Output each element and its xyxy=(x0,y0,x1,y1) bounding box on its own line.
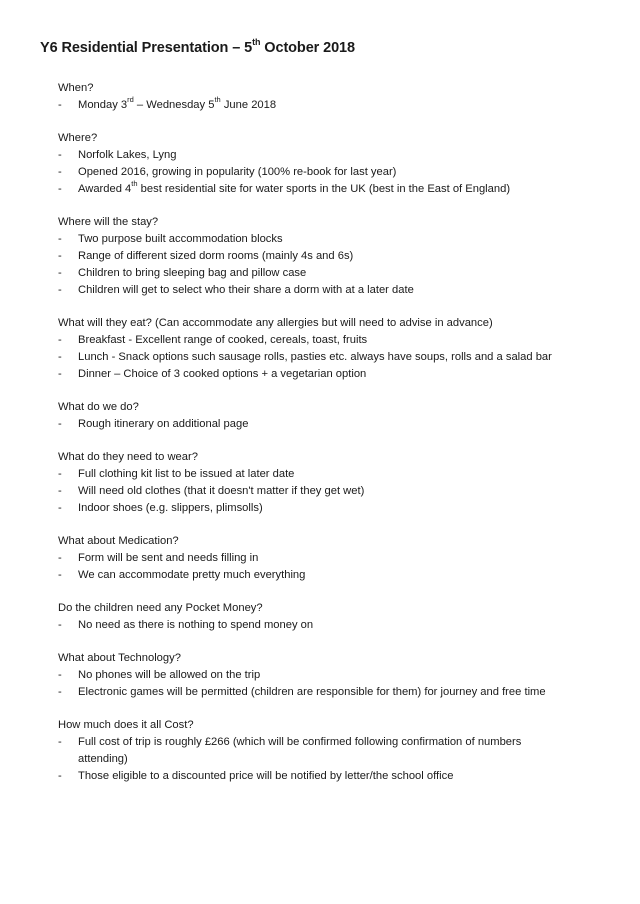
bullet-text: Children to bring sleeping bag and pillow case xyxy=(78,267,307,279)
bullet-item xyxy=(58,734,558,768)
section-heading: Where will the stay? xyxy=(58,216,159,228)
bullet-item xyxy=(58,500,618,517)
section-heading: What will they eat? (Can accommodate any allergies but will need to advise in advance) xyxy=(58,317,493,329)
bullet-text: No phones will be allowed on the trip xyxy=(78,669,261,681)
section xyxy=(58,533,618,584)
bullet-dash: - xyxy=(58,468,62,480)
section xyxy=(58,449,618,517)
section xyxy=(58,130,618,198)
bullet-text: Those eligible to a discounted price will be notified by letter/the school office xyxy=(78,770,454,782)
bullet-item xyxy=(58,768,618,785)
bullet-text: Children will get to select who their share a dorm with at a later date xyxy=(78,284,414,296)
bullet-item xyxy=(58,366,618,383)
bullet-dash: - xyxy=(58,418,62,430)
bullet-dash: - xyxy=(58,250,62,262)
bullet-text: Full cost of trip is roughly £266 (which will be confirmed following confirmation of numbers attending) xyxy=(78,736,522,765)
bullet-text: Breakfast - Excellent range of cooked, cereals, toast, fruits xyxy=(78,334,368,346)
section-heading: What do they need to wear? xyxy=(58,451,198,463)
bullet-item xyxy=(58,97,618,114)
section-heading: Where? xyxy=(58,132,98,144)
bullet-list xyxy=(58,466,618,517)
bullet-text: Monday 3 xyxy=(78,99,128,111)
section xyxy=(58,399,618,433)
bullet-list xyxy=(58,550,618,584)
section-heading: What about Medication? xyxy=(58,535,179,547)
bullet-text: Full clothing kit list to be issued at later date xyxy=(78,468,295,480)
bullet-dash: - xyxy=(58,552,62,564)
document-body xyxy=(58,80,618,801)
bullet-item xyxy=(58,567,618,584)
bullet-dash: - xyxy=(58,736,62,748)
bullet-dash: - xyxy=(58,368,62,380)
bullet-dash: - xyxy=(58,166,62,178)
bullet-text: Awarded 4 xyxy=(78,183,132,195)
bullet-dash: - xyxy=(58,770,62,782)
bullet-text: Rough itinerary on additional page xyxy=(78,418,249,430)
bullet-text: June 2018 xyxy=(220,99,277,111)
superscript-text: th xyxy=(131,179,138,189)
bullet-text: Two purpose built accommodation blocks xyxy=(78,233,283,245)
bullet-dash: - xyxy=(58,569,62,581)
title-superscript: th xyxy=(252,37,261,48)
bullet-dash: - xyxy=(58,351,62,363)
bullet-dash: - xyxy=(58,485,62,497)
bullet-text: Indoor shoes (e.g. slippers, plimsolls) xyxy=(78,502,263,514)
bullet-item xyxy=(58,684,618,701)
bullet-item xyxy=(58,231,618,248)
bullet-text: Range of different sized dorm rooms (mainly 4s and 6s) xyxy=(78,250,354,262)
superscript-text: rd xyxy=(127,95,134,105)
bullet-dash: - xyxy=(58,686,62,698)
bullet-text: Electronic games will be permitted (children are responsible for them) for journey and free time xyxy=(78,686,546,698)
bullet-item xyxy=(58,265,618,282)
bullet-item xyxy=(58,248,618,265)
bullet-item xyxy=(58,617,618,634)
section xyxy=(58,600,618,634)
bullet-dash: - xyxy=(58,149,62,161)
bullet-dash: - xyxy=(58,502,62,514)
section-heading: What do we do? xyxy=(58,401,139,413)
bullet-dash: - xyxy=(58,334,62,346)
document-title xyxy=(40,37,355,56)
bullet-item xyxy=(58,483,618,500)
bullet-text: Opened 2016, growing in popularity (100% re-book for last year) xyxy=(78,166,397,178)
section-heading: How much does it all Cost? xyxy=(58,719,194,731)
bullet-item xyxy=(58,147,618,164)
bullet-text: Lunch - Snack options such sausage rolls, pasties etc. always have soups, rolls and a salad bar xyxy=(78,351,552,363)
bullet-item xyxy=(58,349,618,366)
bullet-item xyxy=(58,164,618,181)
bullet-list xyxy=(58,147,618,198)
bullet-list xyxy=(58,667,618,701)
bullet-dash: - xyxy=(58,284,62,296)
bullet-item xyxy=(58,416,618,433)
bullet-text: Form will be sent and needs filling in xyxy=(78,552,259,564)
bullet-list xyxy=(58,734,618,785)
bullet-dash: - xyxy=(58,669,62,681)
bullet-text: We can accommodate pretty much everything xyxy=(78,569,306,581)
bullet-list xyxy=(58,231,618,299)
bullet-dash: - xyxy=(58,619,62,631)
bullet-text: Dinner – Choice of 3 cooked options + a vegetarian option xyxy=(78,368,367,380)
bullet-text: – Wednesday 5 xyxy=(133,99,215,111)
bullet-text: No need as there is nothing to spend money on xyxy=(78,619,314,631)
section-heading: When? xyxy=(58,82,94,94)
title-prefix: Y6 Residential Presentation – 5 xyxy=(40,40,253,56)
section-heading: What about Technology? xyxy=(58,652,181,664)
bullet-list xyxy=(58,617,618,634)
bullet-item xyxy=(58,181,618,198)
superscript-text: th xyxy=(214,95,221,105)
bullet-list xyxy=(58,416,618,433)
bullet-list xyxy=(58,332,618,383)
section xyxy=(58,80,618,114)
bullet-item xyxy=(58,466,618,483)
title-suffix: October 2018 xyxy=(260,40,355,56)
section xyxy=(58,214,618,299)
section xyxy=(58,315,618,383)
section xyxy=(58,650,618,701)
bullet-item xyxy=(58,550,618,567)
bullet-item xyxy=(58,282,618,299)
bullet-item xyxy=(58,332,618,349)
bullet-dash: - xyxy=(58,233,62,245)
bullet-text: Norfolk Lakes, Lyng xyxy=(78,149,177,161)
section-heading: Do the children need any Pocket Money? xyxy=(58,602,263,614)
bullet-text: Will need old clothes (that it doesn't matter if they get wet) xyxy=(78,485,365,497)
bullet-text: best residential site for water sports in the UK (best in the East of England) xyxy=(137,183,511,195)
bullet-dash: - xyxy=(58,267,62,279)
bullet-item xyxy=(58,667,618,684)
bullet-list xyxy=(58,97,618,114)
section xyxy=(58,717,618,785)
bullet-dash: - xyxy=(58,183,62,195)
bullet-dash: - xyxy=(58,99,62,111)
